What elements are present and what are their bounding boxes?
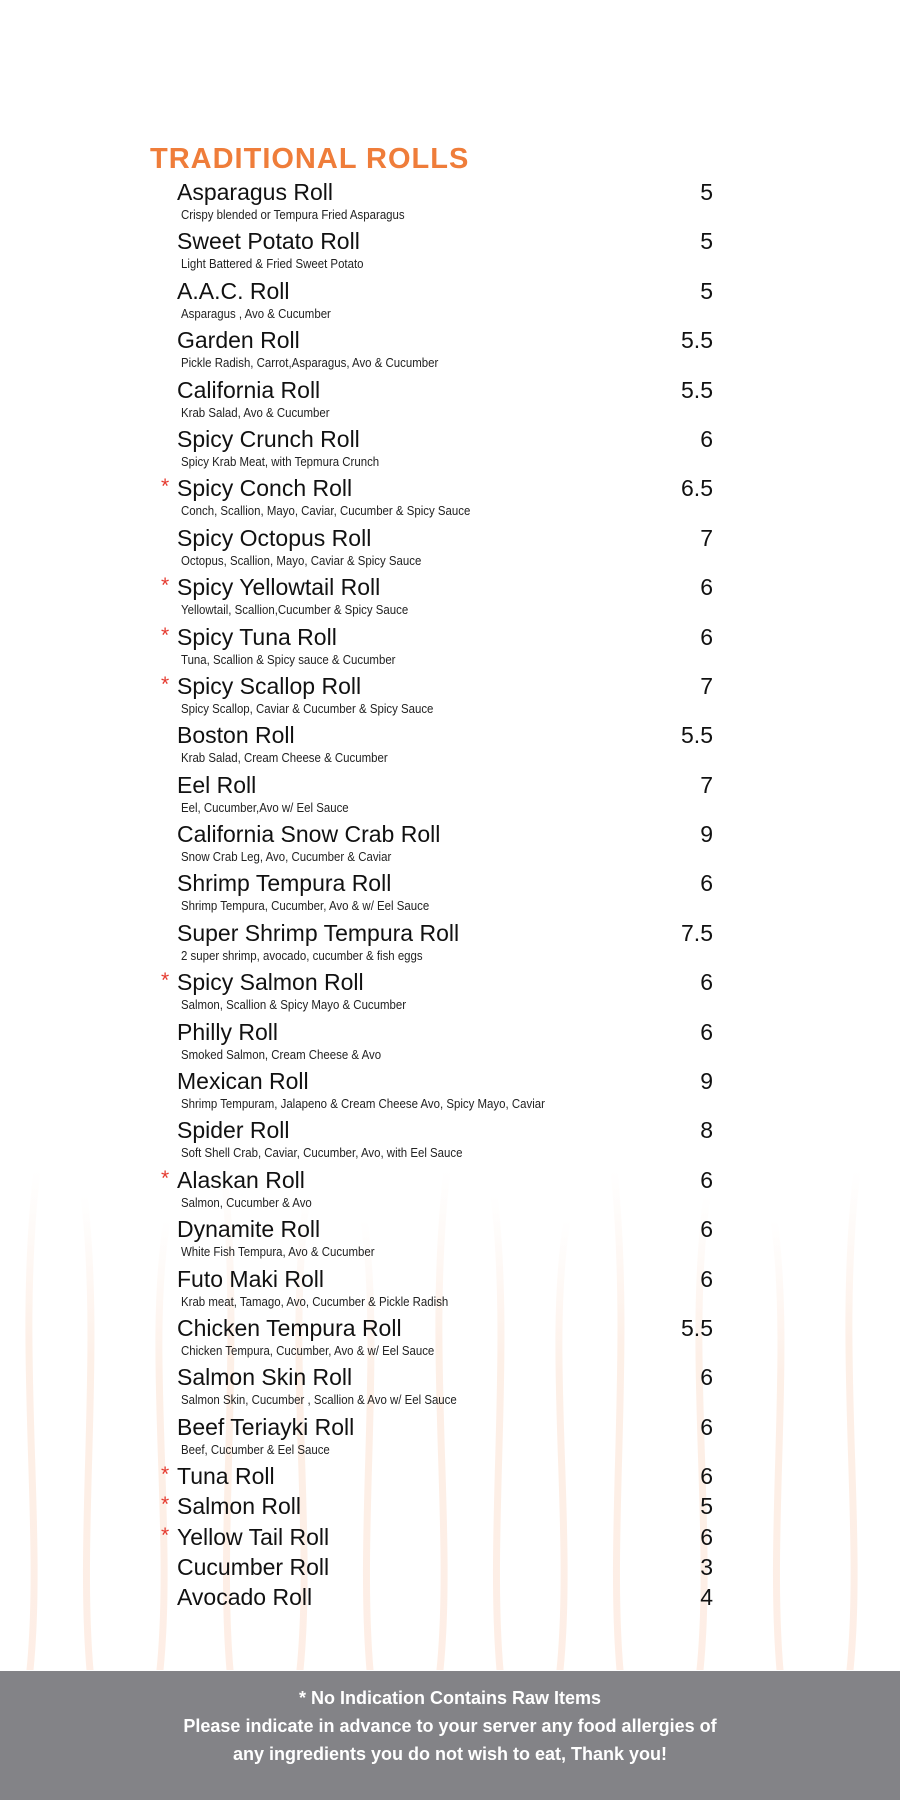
- menu-item-name: Cucumber Roll: [177, 1553, 330, 1580]
- menu-item-description: Salmon, Cucumber & Avo: [181, 1194, 312, 1210]
- menu-item: [0, 722, 900, 771]
- menu-item-name: Eel Roll: [177, 771, 257, 798]
- menu-item: [0, 377, 900, 426]
- menu-item-description: Crispy blended or Tempura Fried Asparagus: [181, 207, 405, 222]
- menu-item: [0, 1554, 900, 1584]
- menu-item-description: Octopus, Scallion, Mayo, Caviar & Spicy Sauce: [181, 552, 422, 568]
- menu-item: [0, 426, 900, 475]
- menu-item-price: 9: [700, 1068, 713, 1095]
- menu-item-price: 4: [700, 1583, 713, 1610]
- menu-item-price: 6: [700, 1166, 713, 1193]
- menu-item-name: Garden Roll: [177, 327, 300, 354]
- menu-item-name: Boston Roll: [177, 722, 295, 749]
- menu-item: [0, 1266, 900, 1315]
- raw-marker: *: [161, 475, 170, 499]
- menu-item-price: 7: [700, 771, 713, 798]
- menu-item: [0, 920, 900, 969]
- menu-item-name: Salmon Roll: [177, 1493, 301, 1520]
- menu-item-description: Yellowtail, Scallion,Cucumber & Spicy Sauce: [181, 602, 409, 618]
- menu-item-description: Spicy Scallop, Caviar & Cucumber & Spicy Sauce: [181, 700, 434, 716]
- menu-item-price: 6.5: [681, 475, 713, 502]
- menu-item-name: Chicken Tempura Roll: [177, 1314, 402, 1341]
- menu-item-price: 6: [700, 1413, 713, 1440]
- menu-item-name: Avocado Roll: [177, 1583, 313, 1610]
- menu-item-price: 5: [700, 1493, 713, 1520]
- menu-item-price: 6: [700, 574, 713, 601]
- menu-item-name: Yellow Tail Roll: [177, 1523, 330, 1550]
- menu-item: [0, 1068, 900, 1117]
- menu-item-name: Spicy Conch Roll: [177, 475, 353, 502]
- menu-item-price: 6: [700, 969, 713, 996]
- allergy-note-line2: any ingredients you do not wish to eat, Thank you!: [232, 1744, 668, 1764]
- menu-item-name: Spicy Salmon Roll: [177, 969, 364, 996]
- menu-item-description: Shrimp Tempura, Cucumber, Avo & w/ Eel Sauce: [181, 898, 430, 914]
- menu-item-name: Spicy Crunch Roll: [177, 425, 360, 452]
- menu-item: [0, 1414, 900, 1463]
- menu-item-price: 7.5: [681, 919, 713, 946]
- menu-item-price: 6: [700, 1364, 713, 1391]
- menu-item-description: Snow Crab Leg, Avo, Cucumber & Caviar: [181, 849, 392, 865]
- menu-item-description: 2 super shrimp, avocado, cucumber & fish eggs: [181, 947, 423, 963]
- menu-item-description: Krab Salad, Cream Cheese & Cucumber: [181, 750, 388, 766]
- menu-item-price: 8: [700, 1117, 713, 1144]
- menu-item-price: 6: [700, 1018, 713, 1045]
- menu-item-name: Philly Roll: [177, 1018, 278, 1045]
- menu-item-price: 6: [700, 1523, 713, 1550]
- menu-item-name: A.A.C. Roll: [177, 277, 290, 304]
- menu-item-name: Spicy Tuna Roll: [177, 623, 337, 650]
- menu-item: [0, 1019, 900, 1068]
- menu-item-name: Spicy Octopus Roll: [177, 524, 372, 551]
- menu-item-price: 9: [700, 821, 713, 848]
- menu-item: [0, 870, 900, 919]
- menu-item-name: California Snow Crab Roll: [177, 821, 441, 848]
- menu-item-name: Spider Roll: [177, 1117, 290, 1144]
- menu-item-description: Soft Shell Crab, Caviar, Cucumber, Avo, with Eel Sauce: [181, 1145, 463, 1161]
- menu-item: [0, 475, 900, 524]
- menu-list: [0, 179, 900, 1614]
- raw-items-note: * No Indication Contains Raw Items: [298, 1688, 602, 1708]
- raw-marker: *: [161, 574, 170, 598]
- raw-marker: *: [161, 1523, 170, 1547]
- menu-item: [0, 1315, 900, 1364]
- menu-item-name: California Roll: [177, 376, 321, 403]
- menu-item-price: 7: [700, 524, 713, 551]
- menu-item: [0, 1167, 900, 1216]
- menu-item-name: Spicy Scallop Roll: [177, 672, 362, 699]
- menu-item: [0, 1584, 900, 1614]
- menu-item-price: 6: [700, 870, 713, 897]
- menu-item: [0, 327, 900, 376]
- menu-item-price: 3: [700, 1553, 713, 1580]
- menu-item-description: Eel, Cucumber,Avo w/ Eel Sauce: [181, 799, 349, 815]
- page-title: TRADITIONAL ROLLS: [150, 143, 470, 175]
- menu-item-description: Asparagus , Avo & Cucumber: [181, 305, 331, 321]
- menu-item-description: Salmon Skin, Cucumber , Scallion & Avo w/ Eel Sauce: [181, 1392, 457, 1408]
- menu-item: [0, 525, 900, 574]
- menu-item: [0, 1216, 900, 1265]
- menu-item-description: Smoked Salmon, Cream Cheese & Avo: [181, 1046, 382, 1062]
- menu-item-description: Tuna, Scallion & Spicy sauce & Cucumber: [181, 651, 396, 667]
- menu-item-price: 5.5: [681, 376, 713, 403]
- menu-item-price: 6: [700, 623, 713, 650]
- menu-item: [0, 278, 900, 327]
- menu-item-name: Dynamite Roll: [177, 1216, 321, 1243]
- menu-item-price: 5: [700, 179, 713, 205]
- menu-item: [0, 1463, 900, 1493]
- menu-item-description: Pickle Radish, Carrot,Asparagus, Avo & Cucumber: [181, 355, 439, 371]
- menu-item-name: Sweet Potato Roll: [177, 228, 360, 255]
- menu-item: [0, 228, 900, 277]
- menu-item-name: Tuna Roll: [177, 1463, 275, 1490]
- menu-item-price: 5.5: [681, 722, 713, 749]
- menu-item-name: Futo Maki Roll: [177, 1265, 324, 1292]
- menu-item: [0, 821, 900, 870]
- menu-item: [0, 624, 900, 673]
- menu-item: [0, 673, 900, 722]
- menu-item-price: 5: [700, 228, 713, 255]
- raw-marker: *: [161, 1493, 170, 1517]
- menu-item-name: Salmon Skin Roll: [177, 1364, 353, 1391]
- menu-item-price: 5.5: [681, 1314, 713, 1341]
- menu-item-name: Alaskan Roll: [177, 1166, 305, 1193]
- menu-item: [0, 1493, 900, 1523]
- menu-item-name: Mexican Roll: [177, 1068, 309, 1095]
- menu-item-description: Beef, Cucumber & Eel Sauce: [181, 1441, 330, 1457]
- menu-item-price: 5: [700, 277, 713, 304]
- menu-item-description: Spicy Krab Meat, with Tepmura Crunch: [181, 453, 380, 469]
- menu-item: [0, 1524, 900, 1554]
- menu-item-price: 6: [700, 425, 713, 452]
- menu-item: [0, 969, 900, 1018]
- menu-item-description: Conch, Scallion, Mayo, Caviar, Cucumber & Spicy Sauce: [181, 503, 471, 519]
- menu-item: [0, 1364, 900, 1413]
- menu-item: [0, 179, 900, 228]
- menu-item: [0, 574, 900, 623]
- raw-marker: *: [161, 672, 170, 696]
- menu-item-name: Shrimp Tempura Roll: [177, 870, 392, 897]
- raw-marker: *: [161, 969, 170, 993]
- menu-item-price: 6: [700, 1265, 713, 1292]
- allergy-note-line1: Please indicate in advance to your server any food allergies of: [183, 1716, 717, 1736]
- menu-item-name: Asparagus Roll: [177, 179, 333, 205]
- menu-item-description: White Fish Tempura, Avo & Cucumber: [181, 1244, 375, 1260]
- menu-item-price: 6: [700, 1463, 713, 1490]
- menu-item-description: Krab Salad, Avo & Cucumber: [181, 404, 330, 420]
- menu-item-description: Chicken Tempura, Cucumber, Avo & w/ Eel Sauce: [181, 1342, 435, 1358]
- menu-item-price: 5.5: [681, 327, 713, 354]
- footer-notice: [0, 1671, 900, 1800]
- raw-marker: *: [161, 1166, 170, 1190]
- menu-item-description: Krab meat, Tamago, Avo, Cucumber & Pickle Radish: [181, 1293, 449, 1309]
- menu-item-description: Shrimp Tempuram, Jalapeno & Cream Cheese Avo, Spicy Mayo, Caviar: [181, 1096, 545, 1112]
- menu-item: [0, 1117, 900, 1166]
- menu-item-name: Super Shrimp Tempura Roll: [177, 919, 460, 946]
- menu-item-price: 7: [700, 672, 713, 699]
- menu-item-name: Beef Teriayki Roll: [177, 1413, 355, 1440]
- menu-item-description: Salmon, Scallion & Spicy Mayo & Cucumber: [181, 997, 407, 1013]
- menu-item-description: Light Battered & Fried Sweet Potato: [181, 256, 364, 272]
- raw-marker: *: [161, 623, 170, 647]
- menu-item-name: Spicy Yellowtail Roll: [177, 574, 381, 601]
- raw-marker: *: [161, 1463, 170, 1487]
- menu-item: [0, 772, 900, 821]
- menu-item-price: 6: [700, 1216, 713, 1243]
